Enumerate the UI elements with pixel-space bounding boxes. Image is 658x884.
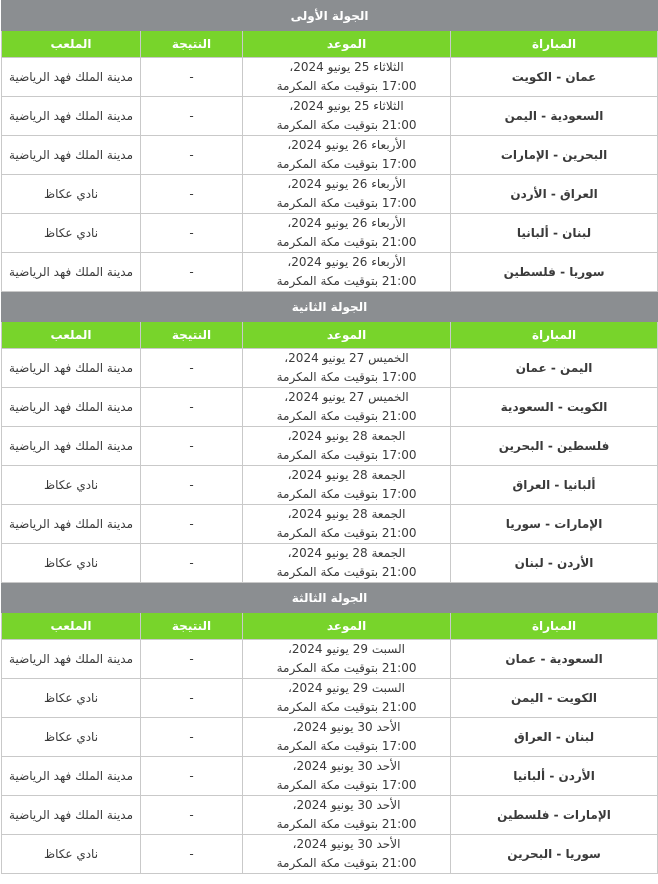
match-time: 21:00 بتوقيت مكة المكرمة: [276, 526, 417, 540]
match-datetime: [243, 505, 451, 544]
match-time: 17:00 بتوقيت مكة المكرمة: [276, 196, 417, 210]
match-venue: نادي عكاظ: [2, 544, 141, 583]
match-name: اليمن - عمان: [451, 349, 658, 388]
match-datetime: [243, 640, 451, 679]
match-datetime: [243, 718, 451, 757]
schedule-body: [2, 1, 658, 874]
match-name: فلسطين - البحرين: [451, 427, 658, 466]
header-result: النتيجة: [141, 31, 243, 58]
match-datetime: [243, 58, 451, 97]
match-date: السبت 29 يونيو 2024،: [288, 642, 405, 656]
match-name: لبنان - ألبانيا: [451, 214, 658, 253]
match-venue: مدينة الملك فهد الرياضية: [2, 97, 141, 136]
match-result: -: [141, 505, 243, 544]
match-time: 21:00 بتوقيت مكة المكرمة: [276, 565, 417, 579]
match-datetime: [243, 544, 451, 583]
match-venue: مدينة الملك فهد الرياضية: [2, 505, 141, 544]
match-result: -: [141, 136, 243, 175]
match-datetime: [243, 835, 451, 874]
header-result: النتيجة: [141, 322, 243, 349]
match-time: 21:00 بتوقيت مكة المكرمة: [276, 817, 417, 831]
match-date: الخميس 27 يونيو 2024،: [284, 390, 409, 404]
table-row: [2, 505, 658, 544]
column-header-row: [2, 322, 658, 349]
match-datetime: [243, 388, 451, 427]
match-date: الجمعة 28 يونيو 2024،: [287, 468, 406, 482]
match-datetime: [243, 97, 451, 136]
match-date: الجمعة 28 يونيو 2024،: [287, 546, 406, 560]
table-row: [2, 349, 658, 388]
table-row: [2, 466, 658, 505]
match-name: سوريا - البحرين: [451, 835, 658, 874]
match-datetime: [243, 349, 451, 388]
match-date: الأربعاء 26 يونيو 2024،: [287, 138, 406, 152]
match-time: 17:00 بتوقيت مكة المكرمة: [276, 79, 417, 93]
header-venue: الملعب: [2, 322, 141, 349]
table-row: [2, 796, 658, 835]
match-venue: مدينة الملك فهد الرياضية: [2, 136, 141, 175]
match-datetime: [243, 757, 451, 796]
match-name: البحرين - الإمارات: [451, 136, 658, 175]
table-row: [2, 544, 658, 583]
table-row: [2, 640, 658, 679]
table-row: [2, 253, 658, 292]
match-name: الأردن - لبنان: [451, 544, 658, 583]
match-time: 17:00 بتوقيت مكة المكرمة: [276, 370, 417, 384]
match-venue: نادي عكاظ: [2, 175, 141, 214]
match-date: السبت 29 يونيو 2024،: [288, 681, 405, 695]
match-datetime: [243, 427, 451, 466]
match-venue: مدينة الملك فهد الرياضية: [2, 796, 141, 835]
match-date: الأحد 30 يونيو 2024،: [292, 759, 401, 773]
match-time: 21:00 بتوقيت مكة المكرمة: [276, 274, 417, 288]
match-name: لبنان - العراق: [451, 718, 658, 757]
table-row: [2, 97, 658, 136]
table-row: [2, 388, 658, 427]
match-result: -: [141, 253, 243, 292]
match-venue: نادي عكاظ: [2, 718, 141, 757]
table-row: [2, 757, 658, 796]
match-result: -: [141, 388, 243, 427]
match-result: -: [141, 835, 243, 874]
round-title: الجولة الثانية: [2, 292, 658, 322]
match-result: -: [141, 796, 243, 835]
match-time: 17:00 بتوقيت مكة المكرمة: [276, 157, 417, 171]
header-date: الموعد: [243, 322, 451, 349]
match-date: الأحد 30 يونيو 2024،: [292, 720, 401, 734]
table-row: [2, 58, 658, 97]
match-result: -: [141, 214, 243, 253]
header-date: الموعد: [243, 31, 451, 58]
match-time: 21:00 بتوقيت مكة المكرمة: [276, 409, 417, 423]
match-name: الكويت - السعودية: [451, 388, 658, 427]
match-name: الإمارات - فلسطين: [451, 796, 658, 835]
match-venue: مدينة الملك فهد الرياضية: [2, 253, 141, 292]
match-date: الثلاثاء 25 يونيو 2024،: [289, 60, 404, 74]
match-name: الإمارات - سوريا: [451, 505, 658, 544]
header-match: المباراة: [451, 31, 658, 58]
column-header-row: [2, 613, 658, 640]
match-datetime: [243, 679, 451, 718]
match-venue: مدينة الملك فهد الرياضية: [2, 640, 141, 679]
match-name: السعودية - اليمن: [451, 97, 658, 136]
match-name: عمان - الكويت: [451, 58, 658, 97]
match-time: 17:00 بتوقيت مكة المكرمة: [276, 739, 417, 753]
match-time: 21:00 بتوقيت مكة المكرمة: [276, 118, 417, 132]
match-result: -: [141, 718, 243, 757]
table-row: [2, 214, 658, 253]
match-date: الأربعاء 26 يونيو 2024،: [287, 255, 406, 269]
header-result: النتيجة: [141, 613, 243, 640]
header-venue: الملعب: [2, 613, 141, 640]
schedule-table: [1, 0, 658, 874]
match-time: 21:00 بتوقيت مكة المكرمة: [276, 661, 417, 675]
match-result: -: [141, 175, 243, 214]
round-title: الجولة الأولى: [2, 1, 658, 31]
match-time: 21:00 بتوقيت مكة المكرمة: [276, 700, 417, 714]
header-venue: الملعب: [2, 31, 141, 58]
match-date: الأربعاء 26 يونيو 2024،: [287, 177, 406, 191]
match-date: الخميس 27 يونيو 2024،: [284, 351, 409, 365]
match-result: -: [141, 679, 243, 718]
match-result: -: [141, 466, 243, 505]
match-time: 21:00 بتوقيت مكة المكرمة: [276, 856, 417, 870]
match-venue: نادي عكاظ: [2, 466, 141, 505]
match-venue: نادي عكاظ: [2, 214, 141, 253]
match-datetime: [243, 175, 451, 214]
table-row: [2, 718, 658, 757]
table-row: [2, 175, 658, 214]
match-result: -: [141, 58, 243, 97]
round-title: الجولة الثالثة: [2, 583, 658, 613]
round-title-row: [2, 292, 658, 322]
match-venue: نادي عكاظ: [2, 835, 141, 874]
match-venue: مدينة الملك فهد الرياضية: [2, 58, 141, 97]
header-date: الموعد: [243, 613, 451, 640]
match-time: 21:00 بتوقيت مكة المكرمة: [276, 235, 417, 249]
match-datetime: [243, 466, 451, 505]
match-result: -: [141, 640, 243, 679]
match-name: الكويت - اليمن: [451, 679, 658, 718]
match-datetime: [243, 136, 451, 175]
match-name: سوريا - فلسطين: [451, 253, 658, 292]
table-row: [2, 679, 658, 718]
match-venue: نادي عكاظ: [2, 679, 141, 718]
match-result: -: [141, 757, 243, 796]
match-venue: مدينة الملك فهد الرياضية: [2, 427, 141, 466]
match-result: -: [141, 349, 243, 388]
match-venue: مدينة الملك فهد الرياضية: [2, 388, 141, 427]
round-title-row: [2, 1, 658, 31]
match-datetime: [243, 214, 451, 253]
match-date: الأحد 30 يونيو 2024،: [292, 837, 401, 851]
match-date: الجمعة 28 يونيو 2024،: [287, 429, 406, 443]
match-venue: مدينة الملك فهد الرياضية: [2, 349, 141, 388]
match-datetime: [243, 253, 451, 292]
match-name: الأردن - ألبانيا: [451, 757, 658, 796]
round-title-row: [2, 583, 658, 613]
match-venue: مدينة الملك فهد الرياضية: [2, 757, 141, 796]
column-header-row: [2, 31, 658, 58]
match-date: الجمعة 28 يونيو 2024،: [287, 507, 406, 521]
match-date: الثلاثاء 25 يونيو 2024،: [289, 99, 404, 113]
match-datetime: [243, 796, 451, 835]
match-date: الأحد 30 يونيو 2024،: [292, 798, 401, 812]
match-date: الأربعاء 26 يونيو 2024،: [287, 216, 406, 230]
match-result: -: [141, 97, 243, 136]
match-name: ألبانيا - العراق: [451, 466, 658, 505]
match-result: -: [141, 427, 243, 466]
match-time: 17:00 بتوقيت مكة المكرمة: [276, 487, 417, 501]
match-time: 17:00 بتوقيت مكة المكرمة: [276, 778, 417, 792]
table-row: [2, 427, 658, 466]
match-name: العراق - الأردن: [451, 175, 658, 214]
match-name: السعودية - عمان: [451, 640, 658, 679]
table-row: [2, 835, 658, 874]
table-row: [2, 136, 658, 175]
match-time: 17:00 بتوقيت مكة المكرمة: [276, 448, 417, 462]
header-match: المباراة: [451, 613, 658, 640]
match-result: -: [141, 544, 243, 583]
header-match: المباراة: [451, 322, 658, 349]
